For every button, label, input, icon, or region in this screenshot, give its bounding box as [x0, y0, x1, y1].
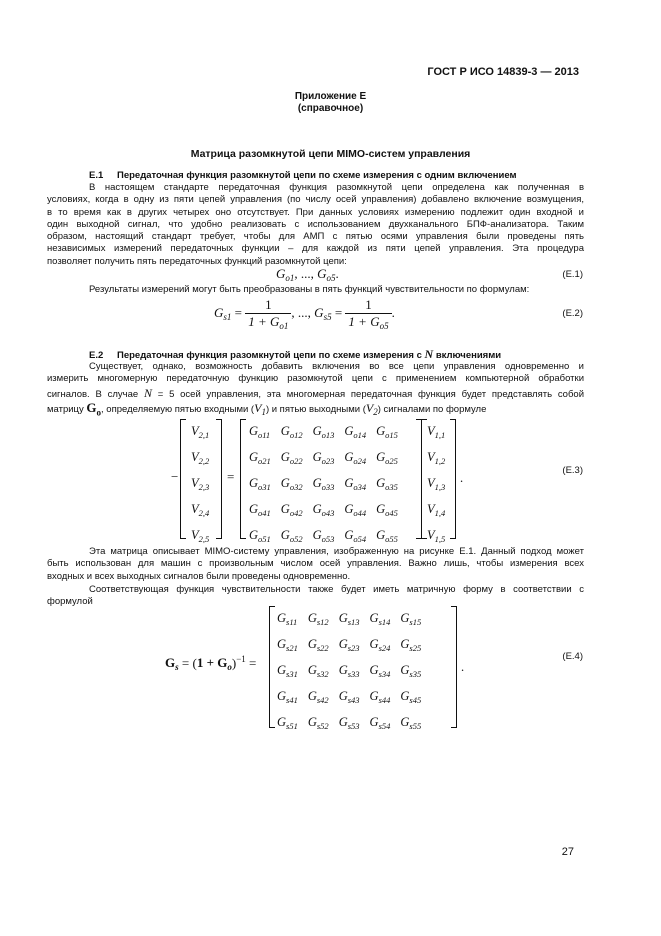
paragraph-line: независимых измерений передаточных функции – для каждой из пяти цепей управления. Эта процедура — [47, 243, 584, 255]
paragraph-line: измерить многомерную передаточную функцию разомкнутой цепи с применением компьютерной обработки — [47, 373, 584, 385]
results-paragraph — [47, 284, 584, 296]
variable-n: N — [424, 347, 434, 361]
paragraph-line: Существует, однако, возможность добавить включения во все цепи управления одновременно и — [89, 361, 584, 372]
section-e2-paragraph-cont — [47, 386, 584, 402]
paragraph-line: Результаты измерений могут быть преобразованы в пять функций чувствительности по формулам: — [89, 284, 530, 295]
paragraph-line: входных и всех выходных сигналов были проведены одновременно. — [47, 570, 351, 582]
paragraph-line: один выходной сигнал, что удобно реализовать с использованием двухканального БПФ-анализатора. Таким — [47, 218, 584, 230]
paragraph-line: Соответствующая функция чувствительности также будет иметь матричную форму в соответствии с — [89, 584, 584, 595]
paragraph-line: образом, настоящий стандарт требует, чтобы для АМП с пятью осями управления были проведены пять — [47, 231, 584, 243]
sensitivity-paragraph — [47, 584, 584, 609]
document-title: Матрица разомкнутой цепи MIMO-систем управления — [190, 148, 471, 160]
section-title-end: включениями — [435, 350, 502, 361]
paragraph-line: быть использован для машин с произвольным числом осей управления. Важно лишь, чтобы измерения всех — [47, 558, 584, 570]
section-number: Е.2 — [89, 350, 104, 361]
section-title: Передаточная функция разомкнутой цепи по схеме измерения с — [117, 350, 422, 361]
paragraph-line: позволяет получить пять передаточных функций разомкнутой цепи: — [47, 255, 347, 267]
equation-number-e1: (Е.1) — [562, 269, 583, 280]
section-e1-paragraph — [47, 182, 584, 268]
paragraph-line: условиях, когда в одну из пяти цепей управления (по числу осей управления) добавлено включение возмущения, — [47, 194, 584, 206]
paragraph-line: в то время как в других четырех оно отсутствует. При данных условиях измерению подлежит один входной и — [47, 206, 584, 218]
paragraph-line: сигналов. В случае N = 5 осей управления, эта многомерная передаточная функция будет представлять собой — [47, 386, 584, 400]
equation-e2: $G_{s1}$ = $\frac{1}{1 + G_{o1}}$ , ..., $G_{s5}$ = $\frac{1}{1 + G_{o5}}$ . — [214, 297, 395, 331]
section-number: Е.1 — [89, 170, 104, 181]
equation-e1: $G_{o1}$, ..., $G_{o5}$. — [276, 266, 339, 283]
page-number: 27 — [561, 846, 574, 858]
equation-e4: $G_s = (1 + G_o)^{-1}$ = $G_{s11}$ $G_{s12}$ $G_{s13}$ $G_{s14}$ $G_{s15}$ $G_{s21}$ $G_{s22}$ $G_{s23}$ $G_{s24}$ $G_{s25}$ $G_{s31}$ $G_{s32}$ $G_{s33}$ $G_{s34}$ $G_{s35}$ $G_{s41}$ $G_{s42}$ $G_{s43}$ $G_{s44}$ $G_{s45}$ $G_{s51}$ $G_{s52}$ $G_{s53}$ $G_{s54}$ $G_{s55}$ . — [165, 606, 485, 728]
section-e2-heading — [89, 347, 501, 362]
equation-e3: − $V_{2,1}$ $V_{2,2}$ $V_{2,3}$ $V_{2,4}$ $V_{2,5}$ = $G_{o11}$ $G_{o12}$ $G_{o13}$ $G_{o14}$ $G_{o15}$ $G_{o21}$ $G_{o22}$ $G_{o23}$ $G_{o24}$ $G_{o25}$ $G_{o31}$ $G_{o32}$ $G_{o33}$ $G_{o34}$ $G_{o35}$ $G_{o41}$ $G_{o42}$ $G_{o43}$ $G_{o44}$ $G_{o45}$ $G_{o51}$ $G_{o52}$ $G_{o53}$ $G_{o54}$ $G_{o55}$ $V_{1,1}$ $V_{1,2}$ $V_{1,3}$ $V_{1,4}$ $V_{1,5}$ . — [170, 419, 470, 539]
appendix-title: Приложение Е — [294, 91, 367, 102]
paragraph-line: Эта матрица описывает MIMO-систему управления, изображенную на рисунке Е.1. Данный подход может — [89, 546, 584, 557]
section-title: Передаточная функция разомкнутой цепи по схеме измерения с одним включением — [117, 170, 517, 181]
document-header: ГОСТ Р ИСО 14839-3 — 2013 — [427, 66, 579, 78]
section-e1-heading — [89, 170, 517, 181]
equation-number-e4: (Е.4) — [562, 651, 583, 662]
paragraph-line: В настоящем стандарте передаточная функция разомкнутой цепи определена как полученная в — [89, 182, 584, 193]
equation-number-e3: (Е.3) — [562, 465, 583, 476]
paragraph-line: формулой — [47, 596, 93, 608]
section-e2-paragraph — [47, 361, 584, 386]
section-e2-paragraph-matrix: матрицу $G_o$, определяемую пятью входными $(V_1)$ и пятью выходными $(V_2)$ сигналами по формуле — [47, 400, 487, 418]
mimo-paragraph — [47, 546, 584, 583]
appendix-subtitle: (справочное) — [297, 103, 364, 114]
equation-number-e2: (Е.2) — [562, 308, 583, 319]
